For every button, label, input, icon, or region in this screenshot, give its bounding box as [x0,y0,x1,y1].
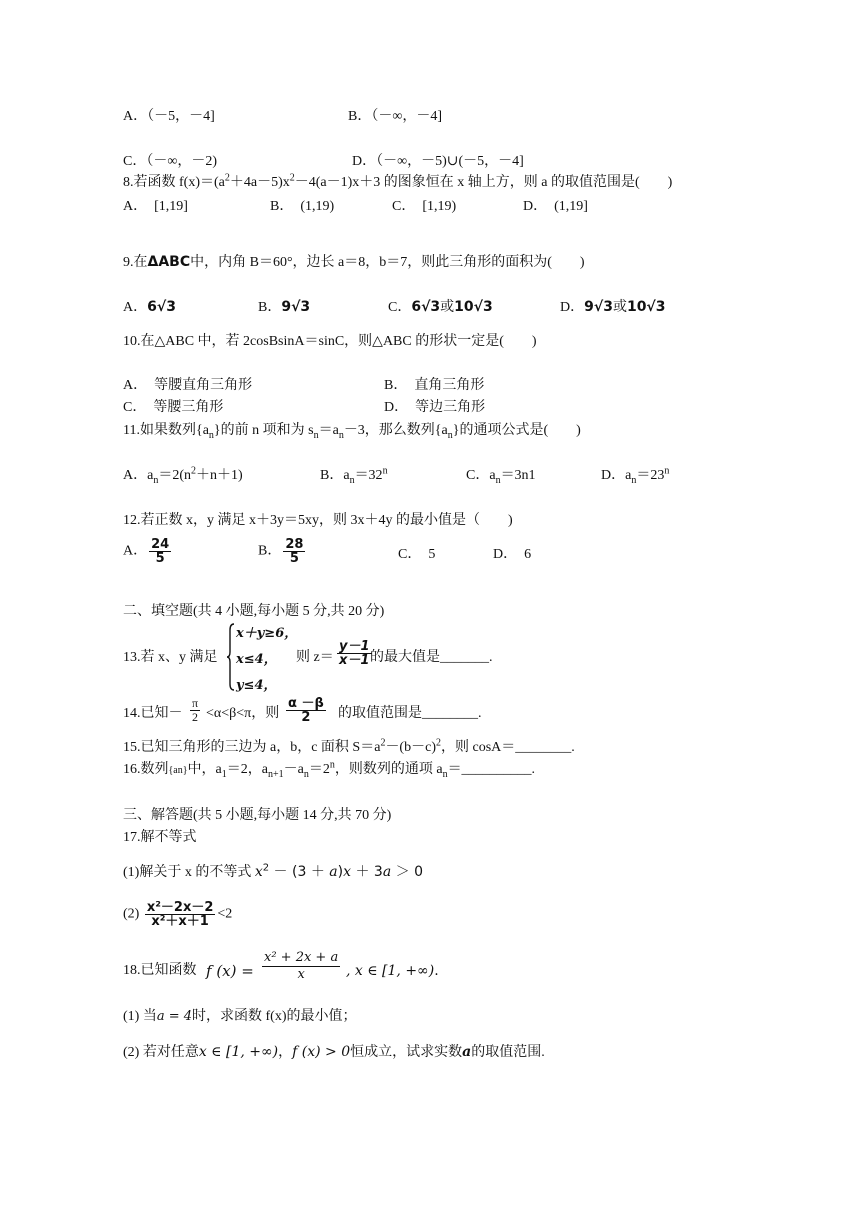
q9-option-a: A．6√3 [123,299,176,315]
q10-option-b: B． 直角三角形 [384,378,485,393]
q11-option-c: C．$a_n=3n1$ [466,468,536,486]
q13-stem-a: 13.若 x、y 满足 [123,650,218,665]
q17-part1: (1)解关于 x 的不等式 $x^2 - (3 + a)x + 3a > 0$ [123,862,423,880]
q14-stem-c: 的取值范围是________. [338,706,482,721]
q10-option-c: C． 等腰三角形 [123,400,224,415]
q18-stem-a: 18.已知函数 [123,963,197,978]
q8-option-b: B． (1,19) [270,199,335,214]
q13-stem-b: 则 z＝ [296,650,334,665]
q11-option-a: A．$a_n=2(n^2+n+1)$ [123,465,243,486]
q18-fraction: $\frac{\text{x² + 2x + a}}{x}$ [264,950,339,982]
q13-constraint-1: x＋y≥6， [236,626,298,641]
q9-stem: 9.在ΔABC中，内角 B＝60°，边长 a＝8，b＝7，则此三角形的面积为( ) [123,254,585,270]
q14-pi-over-2: $\frac{\pi}{2}$ [192,696,199,724]
q8-option-a: A． [1,19] [123,199,188,214]
q13-constraint-2: x≤4， [236,652,277,667]
q12-option-d: D． 6 [493,547,532,562]
q9-option-c: C．6√3或10√3 [388,299,493,315]
q12-stem: 12.若正数 x，y 满足 x＋3y＝5xy，则 3x＋4y 的最小值是（ ) [123,513,513,528]
q16-stem: 16.数列{an}中，$a_1=2$，$a_{n+1}-a_n=2^n$，则数列的通项 $a_n=\_\_\_\_\_\_\_\_\_\_$. [123,759,536,780]
q11-stem: 11.如果数列$\{a_n\}$的前 n 项和为 $s_n=a_n-3$，那么数列$\{a_n\}$的通项公式是( ) [123,423,581,441]
q18-domain: , x ∈ [1, +∞). [346,963,439,979]
q12-option-c: C． 5 [398,547,436,562]
q12-option-b: B． $\frac{28}{5}$ [258,537,304,566]
q10-option-d: D． 等边三角形 [384,400,486,415]
q13-constraint-3: y≤4， [236,678,277,693]
q11-option-b: B．$a_n=32^n$ [320,465,388,486]
section-heading-fill-in: 二、填空题(共 4 小题,每小题 5 分,共 20 分) [123,604,385,619]
q18-part1: (1) 当a = 4时，求函数 f(x)的最小值； [123,1009,357,1024]
q13-fraction: $\frac{y-1}{x-1}$ [339,639,370,668]
q9-option-b: B．9√3 [258,299,311,315]
q7-option-b: B．（－∞，－4] [348,109,442,124]
q8-option-c: C． [1,19) [392,199,457,214]
q14-fraction: $\frac{\alpha -\beta}{2}$ [288,696,324,725]
left-brace-icon [226,622,236,692]
triangle-symbol: ΔABC [147,254,191,270]
q11-option-d: D．$a_n=23^n$ [601,465,670,486]
q17-title: 17.解不等式 [123,830,197,845]
q17-part2: (2) $\frac{\text{x²－2x－2}}{\text{x²＋x＋1}}$ <2 [123,900,233,929]
q7-option-c: C．（－∞，－2) [123,154,217,169]
q8-option-d: D． (1,19] [523,199,588,214]
q10-option-a: A． 等腰直角三角形 [123,378,253,393]
q7-option-a: A．（－5，－4] [123,109,215,124]
q9-option-d: D．9√3或10√3 [560,299,666,315]
section-heading-solve: 三、解答题(共 5 小题,每小题 14 分,共 70 分) [123,808,392,823]
q18-part2: (2) 若对任意x ∈ [1, +∞)，f (x) > 0恒成立，试求实数a的取值范围. [123,1044,545,1060]
q8-stem: 8.若函数 $f(x)=(a^2+4a-5)x^2-4(a-1)x+3$ 的图象恒在 x 轴上方，则 a 的取值范围是( ) [123,172,673,190]
q18-f-lhs: f (x) = [206,962,254,980]
q15-stem: 15.已知三角形的三边为 a，b，c 面积 $S=a^2-(b-c)^2$，则 cosA＝________. [123,737,575,755]
q10-stem: 10.在△ABC 中，若 2cosBsinA＝sinC，则△ABC 的形状一定是( ) [123,334,537,349]
q7-option-d: D．（－∞，－5)∪(－5，－4] [352,154,524,169]
q14-stem-a: 14.已知－ [123,706,183,721]
q12-option-a: A． $\frac{24}{5}$ [123,537,170,566]
q14-stem-b: <α<β<π，则 [206,706,280,721]
q13-stem-c: 的最大值是_______. [370,650,493,665]
